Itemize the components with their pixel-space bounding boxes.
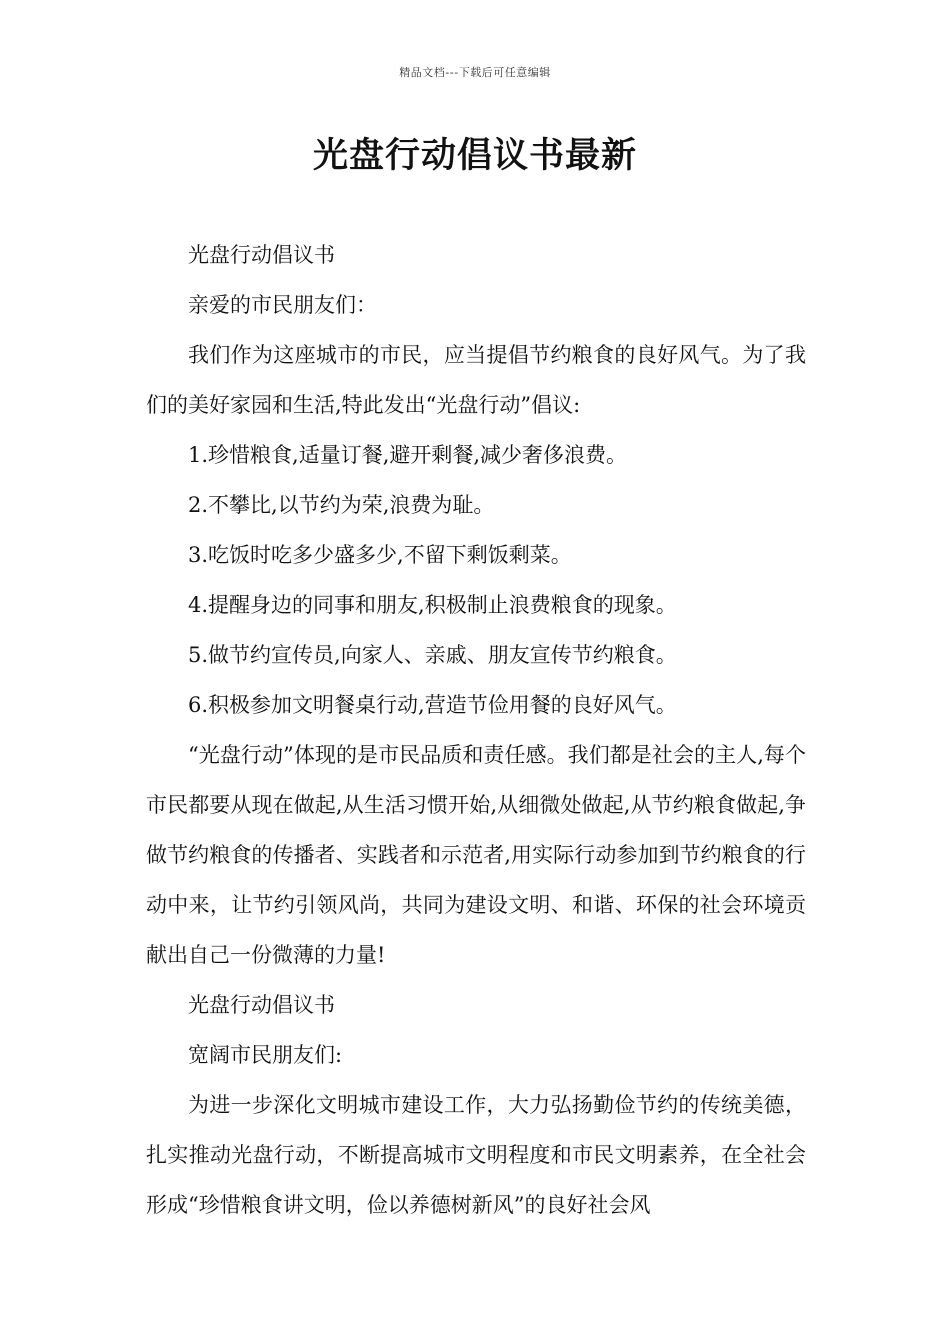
paragraph: 3.吃饭时吃多少盛多少,不留下剩饭剩菜。 <box>188 543 572 567</box>
paragraph: 光盘行动倡议书 <box>188 243 335 267</box>
header-note: 精品文档---下载后可任意编辑 <box>399 66 551 79</box>
paragraph: 光盘行动倡议书 <box>188 993 335 1017</box>
paragraph: “光盘行动”体现的是市民品质和责任感。我们都是社会的主人,每个市民都要从现在做起,从生活习惯开始,从细微处做起,从节约粮食做起,争做节约粮食的传播者、实践者和示范者,用实际行动参加到节约粮食的行动中来，让节约引领风尚，共同为建设文明、和谐、环保的社会环境贡献出自己一份微薄的力量! <box>146 743 806 967</box>
paragraph: 6.积极参加文明餐桌行动,营造节俭用餐的良好风气。 <box>188 693 677 717</box>
document-title: 光盘行动倡议书最新 <box>312 136 637 176</box>
paragraph: 我们作为这座城市的市民，应当提倡节约粮食的良好风气。为了我们的美好家园和生活,特此发出“光盘行动”倡议: <box>146 343 806 417</box>
paragraph: 5.做节约宣传员,向家人、亲戚、朋友宣传节约粮食。 <box>188 643 677 667</box>
paragraph: 2.不攀比,以节约为荣,浪费为耻。 <box>188 493 495 517</box>
paragraph: 宽阔市民朋友们: <box>188 1043 343 1067</box>
paragraph: 亲爱的市民朋友们： <box>188 293 377 317</box>
document-body <box>146 230 806 1230</box>
paragraph: 1.珍惜粮食,适量订餐,避开剩餐,减少奢侈浪费。 <box>188 443 628 467</box>
paragraph: 为进一步深化文明城市建设工作，大力弘扬勤俭节约的传统美德，扎实推动光盘行动，不断提高城市文明程度和市民文明素养，在全社会形成“珍惜粮食讲文明，俭以养德树新风”的良好社会风 <box>146 1093 806 1217</box>
paragraph: 4.提醒身边的同事和朋友,积极制止浪费粮食的现象。 <box>188 593 677 617</box>
